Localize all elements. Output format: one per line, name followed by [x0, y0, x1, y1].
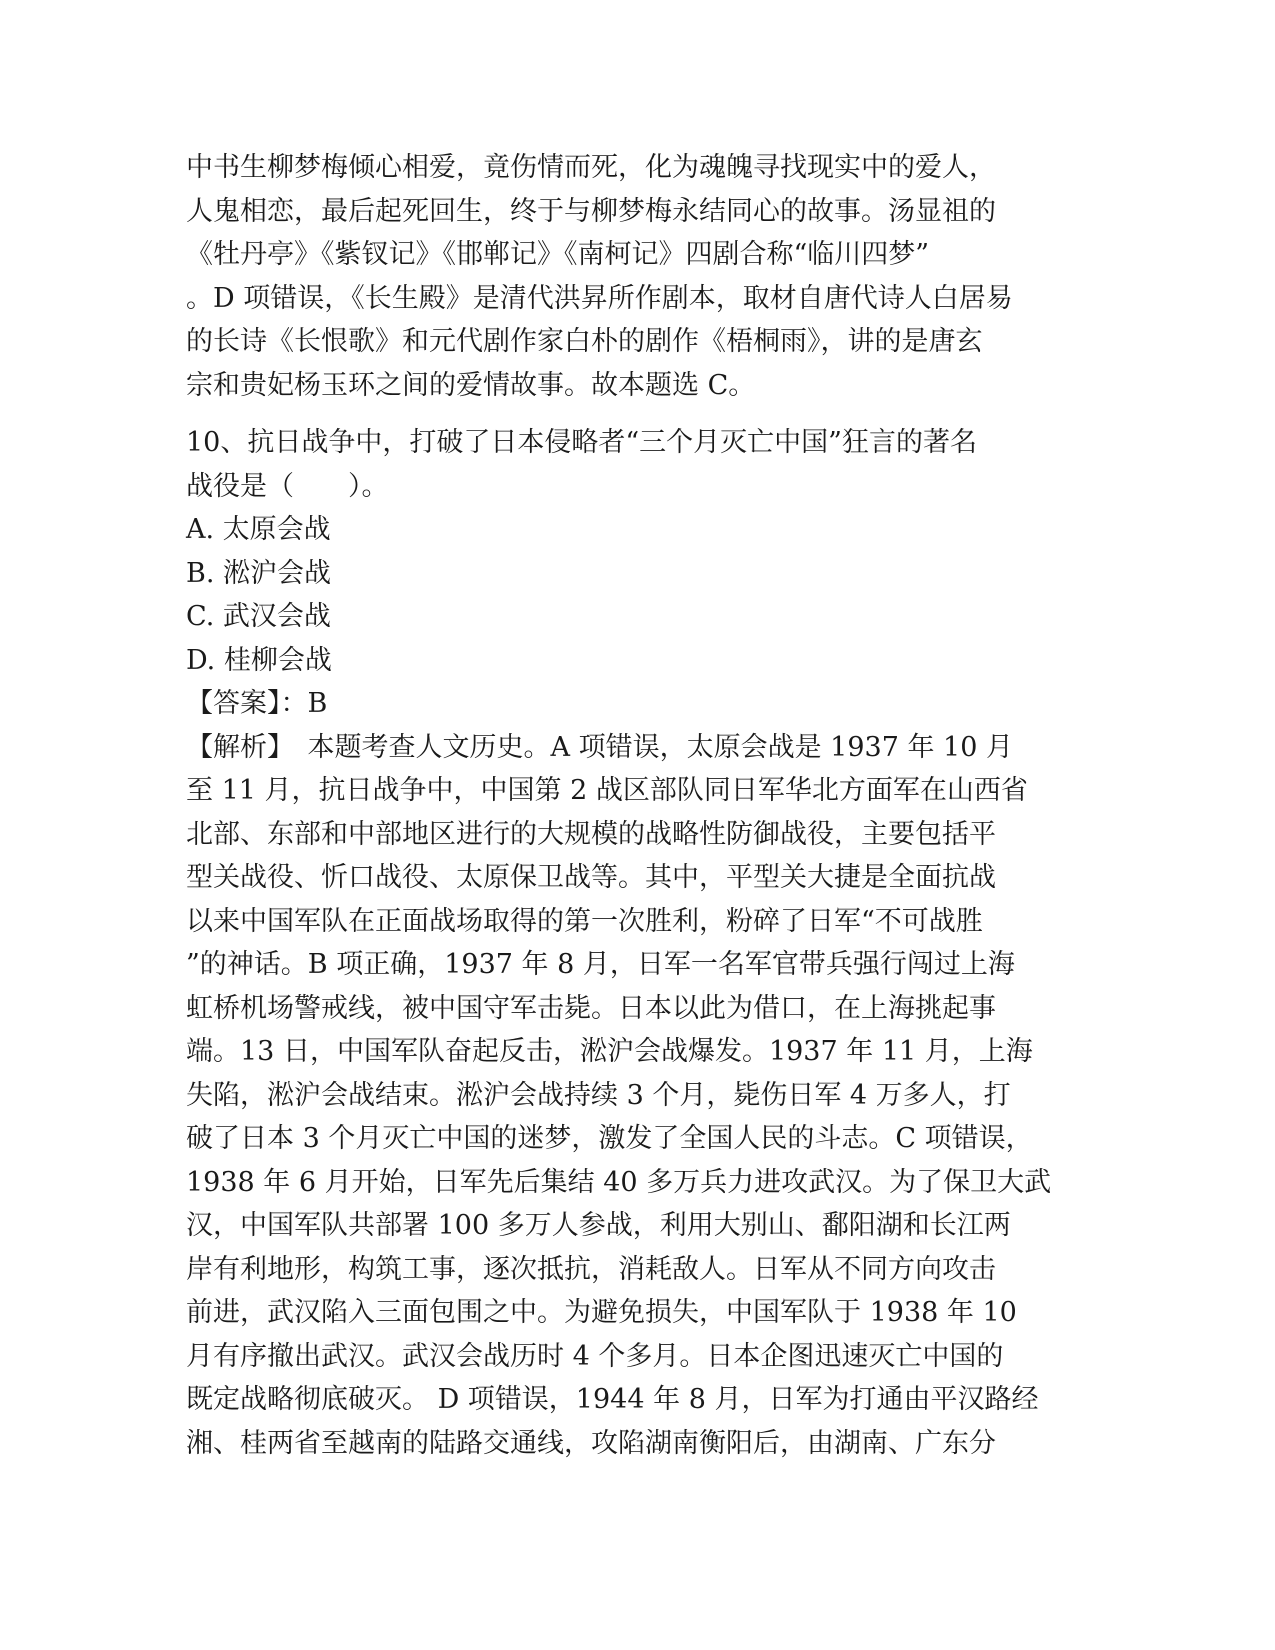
question-10 [186, 421, 1066, 1465]
text-line: 中书生柳梦梅倾心相爱，竟伤情而死，化为魂魄寻找现实中的爱人， [186, 152, 996, 183]
analysis-line: 【解析】 本题考查人文历史。A 项错误，太原会战是 1937 年 10 月 [186, 731, 1013, 763]
analysis-line: 以来中国军队在正面战场取得的第一次胜利，粉碎了日军“不可战胜 [186, 905, 983, 937]
option-d: D. 桂柳会战 [186, 644, 332, 676]
analysis-line: 湘、桂两省至越南的陆路交通线，攻陷湖南衡阳后，由湖南、广东分 [186, 1427, 996, 1459]
question-stem-line: 10、抗日战争中，打破了日本侵略者“三个月灭亡中国”狂言的著名 [186, 427, 977, 458]
analysis-line: 月有序撤出武汉。武汉会战历时 4 个多月。日本企图迅速灭亡中国的 [186, 1340, 1004, 1372]
analysis-paragraph [186, 726, 1066, 1466]
analysis-line: 1938 年 6 月开始，日军先后集结 40 多万兵力进攻武汉。为了保卫大武 [186, 1166, 1052, 1198]
analysis-line: 虹桥机场警戒线，被中国守军击毙。日本以此为借口，在上海挑起事 [186, 992, 996, 1024]
analysis-line: 北部、东部和中部地区进行的大规模的战略性防御战役，主要包括平 [186, 818, 996, 850]
text-line: 。D 项错误，《长生殿》是清代洪昇所作剧本，取材自唐代诗人白居易 [186, 282, 1013, 314]
analysis-line: 端。13 日，中国军队奋起反击，淞沪会战爆发。1937 年 11 月，上海 [186, 1036, 1033, 1067]
paragraph-gap [186, 407, 1066, 421]
answer-line: 【答案】：B [186, 688, 328, 719]
text-line: 人鬼相恋，最后起死回生，终于与柳梦梅永结同心的故事。汤显祖的 [186, 195, 996, 227]
text-line: 的长诗《长恨歌》和元代剧作家白朴的剧作《梧桐雨》，讲的是唐玄 [186, 326, 983, 357]
text-line: 宗和贵妃杨玉环之间的爱情故事。故本题选 C。 [186, 369, 756, 401]
option-b: B. 淞沪会战 [186, 557, 332, 589]
question-stem-line: 战役是（ ）。 [186, 470, 389, 502]
previous-explanation-paragraph [186, 146, 1066, 407]
analysis-line: 破了日本 3 个月灭亡中国的迷梦，激发了全国人民的斗志。C 项错误， [186, 1123, 1033, 1154]
analysis-line: 既定战略彻底破灭。 D 项错误，1944 年 8 月，日军为打通由平汉路经 [186, 1384, 1039, 1415]
option-a: A. 太原会战 [186, 514, 331, 545]
analysis-line: 岸有利地形，构筑工事，逐次抵抗，消耗敌人。日军从不同方向攻击 [186, 1253, 996, 1285]
option-c: C. 武汉会战 [186, 601, 331, 632]
document-body [186, 146, 1066, 1465]
analysis-line: 前进，武汉陷入三面包围之中。为避免损失，中国军队于 1938 年 10 [186, 1297, 1017, 1328]
analysis-line: 型关战役、忻口战役、太原保卫战等。其中，平型关大捷是全面抗战 [186, 862, 996, 893]
text-line: 《牡丹亭》《紫钗记》《邯郸记》《南柯记》四剧合称“临川四梦” [186, 239, 930, 270]
analysis-line: ”的神话。B 项正确，1937 年 8 月，日军一名军官带兵强行闯过上海 [186, 949, 1015, 980]
analysis-line: 至 11 月，抗日战争中，中国第 2 战区部队同日军华北方面军在山西省 [186, 775, 1028, 806]
analysis-line: 汉，中国军队共部署 100 多万人参战，利用大别山、鄱阳湖和长江两 [186, 1210, 1011, 1241]
analysis-line: 失陷，淞沪会战结束。淞沪会战持续 3 个月，毙伤日军 4 万多人，打 [186, 1079, 1011, 1111]
